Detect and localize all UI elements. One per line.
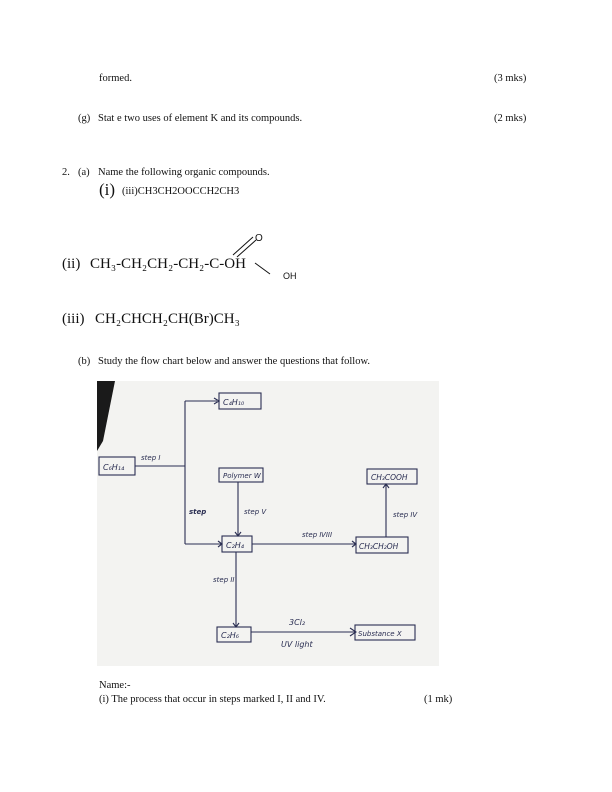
formed-text: formed.	[99, 73, 132, 84]
question-i-text: (i) The process that occur in steps marked I, II and IV.	[99, 694, 326, 705]
step-left-label: step	[189, 508, 207, 516]
name-label: Name:-	[99, 680, 131, 691]
step-iii-label: step ⅣIII	[302, 531, 333, 539]
item-iii-label: (iii)	[62, 311, 85, 327]
flowchart-photo	[97, 381, 439, 666]
item-iii-formula: CH₂CHCH₂CH(Br)CH₃	[95, 311, 240, 327]
question-g-marks: (2 mks)	[494, 113, 527, 124]
question-g-text: Stat e two uses of element K and its compounds.	[98, 113, 303, 124]
acid-label: CH₃COOH	[371, 473, 408, 482]
item-i-formula: (iii)CH3CH2OOCCH2CH3	[122, 186, 240, 197]
formed-marks: (3 mks)	[494, 73, 527, 84]
item-ii-o: O	[255, 233, 263, 244]
step-iv-label: step IV	[393, 511, 418, 519]
part-a-label: (a)	[78, 167, 90, 178]
ethene-label: C₂H₄	[226, 541, 245, 550]
reagent-label: 3Cl₂	[289, 618, 306, 627]
question-2-number: 2.	[62, 167, 70, 178]
step-ii-label: step II	[213, 576, 235, 584]
step-v-label: step V	[244, 508, 267, 516]
part-b-label: (b)	[78, 356, 91, 367]
item-ii-label: (ii)	[62, 256, 81, 272]
item-ii-formula: CH₃-CH₂CH₂-CH₂-C-OH	[90, 256, 246, 272]
item-ii-oh: OH	[283, 271, 297, 281]
top-product-label: C₄H₁₀	[223, 398, 245, 407]
question-i-marks: (1 mk)	[424, 694, 453, 705]
ethanol-label: CH₃CH₂OH	[359, 542, 399, 551]
condition-label: UV light	[281, 640, 313, 649]
item-i-label: (i)	[99, 180, 116, 199]
polymer-label: Polymer W	[223, 472, 261, 480]
step-i-label: step I	[141, 454, 161, 462]
flowchart-diagram	[97, 381, 439, 666]
start-label: C₆H₁₄	[103, 463, 125, 472]
ethane-label: C₂H₆	[221, 631, 240, 640]
substance-x-label: Substance X	[358, 630, 402, 638]
part-a-text: Name the following organic compounds.	[98, 167, 270, 178]
part-b-text: Study the flow chart below and answer the questions that follow.	[98, 356, 370, 367]
question-g-label: (g)	[78, 113, 91, 124]
